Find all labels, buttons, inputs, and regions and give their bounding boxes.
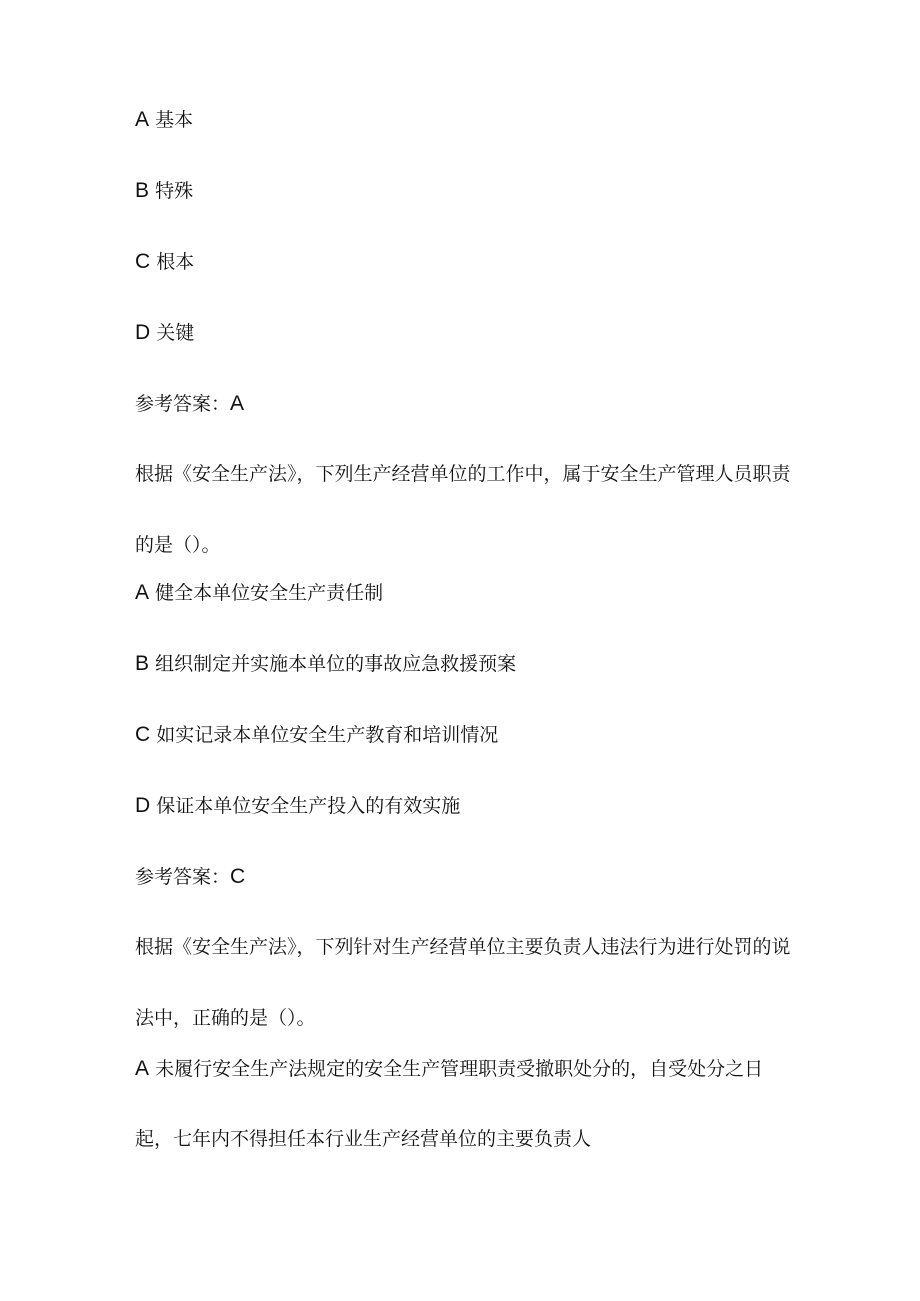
option-d [135,321,194,345]
option-letter: D [135,794,151,817]
option-letter: A [135,581,150,604]
option-letter: B [135,179,150,202]
option-text: 特殊 [155,180,194,202]
option-letter: A [135,108,150,131]
option-text: 根本 [156,251,195,273]
option-letter: D [135,321,151,344]
option-text: 基本 [155,109,194,131]
option-text: 如实记录本单位安全生产教育和培训情况 [156,724,499,746]
option-b [135,652,516,676]
option-letter: C [135,723,151,746]
option-c [135,250,194,274]
option-b [135,179,193,203]
option-text: 健全本单位安全生产责任制 [155,582,384,604]
reference-answer [135,392,244,416]
question-text: 根据《安全生产法》，下列生产经营单位的工作中，属于安全生产管理人员职责的是（）。 [135,463,791,556]
answer-value: C [230,865,246,888]
option-d [135,794,460,818]
reference-answer [135,865,245,889]
question-text: 根据《安全生产法》，下列针对生产经营单位主要负责人违法行为进行处罚的说法中，正确的是（）。 [135,936,791,1029]
option-c [135,723,498,747]
option-letter: B [135,652,150,675]
option-text: 组织制定并实施本单位的事故应急救援预案 [155,653,517,675]
option-letter: A [135,1057,150,1080]
option-text: 未履行安全生产法规定的安全生产管理职责受撤职处分的，自受处分之日起，七年内不得担任本行业生产经营单位的主要负责人 [135,1058,764,1150]
option-text: 保证本单位安全生产投入的有效实施 [156,795,461,817]
option-a [135,108,193,132]
option-a [135,581,383,605]
answer-value: A [230,392,245,415]
option-letter: C [135,250,151,273]
option-text: 关键 [156,322,195,344]
answer-label: 参考答案： [135,393,231,415]
option-a [135,1034,795,1174]
answer-label: 参考答案： [135,866,231,888]
